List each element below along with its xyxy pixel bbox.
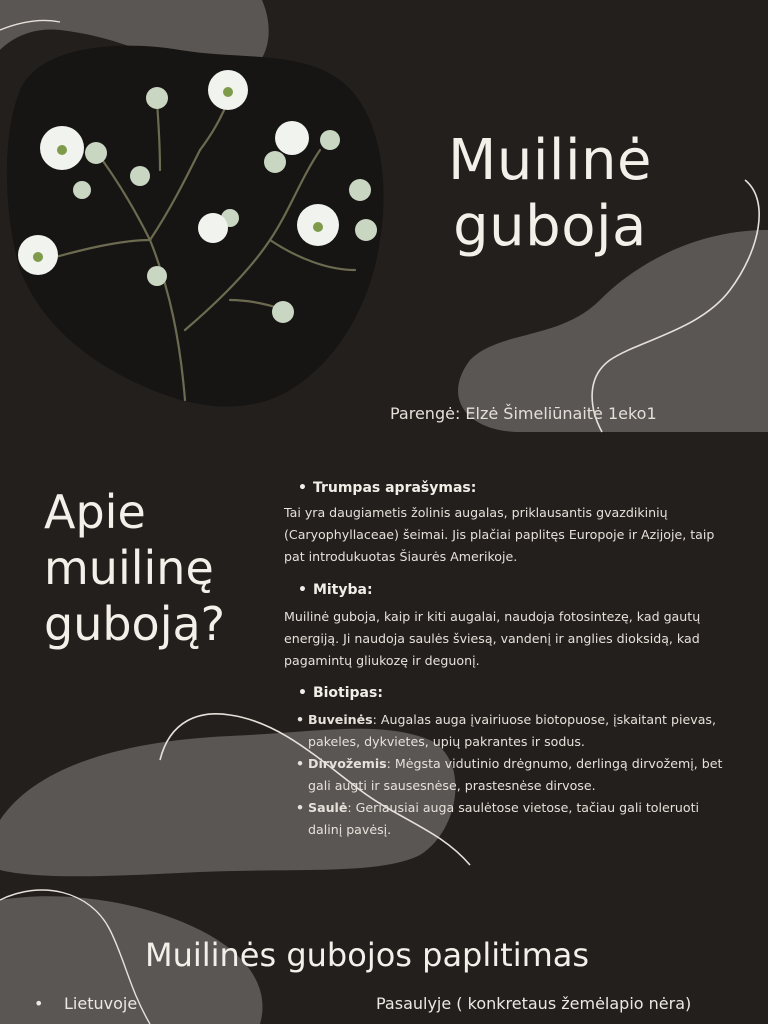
title-line-1: Muilinė <box>448 128 652 193</box>
list-item-term: Buveinės <box>308 712 373 727</box>
author-credit: Parengė: Elzė Šimeliūnaitė 1eko1 <box>390 404 657 423</box>
list-item <box>296 709 726 753</box>
list-item-text: : Mėgsta vidutinio drėgnumo, derlingą dirvožemį, bet gali augti ir sausesnėse, prastesnėse dirvose. <box>308 756 723 793</box>
list-item <box>296 797 726 841</box>
list-item-term: Saulė <box>308 800 348 815</box>
question-line-1: Apie <box>44 485 146 539</box>
question-line-2: muilinę <box>44 541 214 595</box>
list-item-term: Dirvožemis <box>308 756 387 771</box>
bullet-icon: • <box>34 994 44 1013</box>
title-line-2: guboja <box>453 194 647 259</box>
list-item-text: : Augalas auga įvairiuose biotopuose, įskaitant pievas, pakeles, dykvietes, upių pakrantes ir sodus. <box>308 712 716 749</box>
biotope-list <box>296 709 726 841</box>
description-text: Tai yra daugiametis žolinis augalas, priklausantis gvazdikinių (Caryophyllaceae) šeimai. Jis plačiai paplitęs Europoje ir Azijoje, taip pat introdukuotas Šiaurės Amerikoje. <box>284 505 715 564</box>
bullet-icon: • <box>298 480 307 496</box>
list-item <box>296 753 726 797</box>
nutrition-heading <box>298 582 373 598</box>
biotope-heading <box>298 685 383 701</box>
distribution-title: Muilinės gubojos paplitimas <box>144 936 590 974</box>
distribution-lithuania <box>34 994 137 1013</box>
distribution-lithuania-label: Lietuvoje <box>64 994 138 1013</box>
section-question <box>44 484 274 652</box>
biotope-heading-text: Biotipas: <box>312 685 383 701</box>
nutrition-heading-text: Mityba: <box>312 582 373 598</box>
bullet-icon: • <box>298 685 307 701</box>
question-line-3: guboją? <box>44 597 226 651</box>
list-item-text: : Geriausiai auga saulėtose vietose, tačiau gali toleruoti dalinį pavėsį. <box>308 800 700 837</box>
page-title <box>420 128 680 260</box>
description-heading <box>298 480 476 496</box>
nutrition-text: Muilinė guboja, kaip ir kiti augalai, naudoja fotosintezę, kad gautų energiją. Ji naudoja saulės šviesą, vandenį ir anglies dioksidą, kad pagamintų gliukozę ir deguonį. <box>284 609 701 668</box>
distribution-world: Pasaulyje ( konkretaus žemėlapio nėra) <box>376 994 692 1013</box>
description-heading-text: Trumpas aprašymas: <box>312 480 477 496</box>
bullet-icon: • <box>298 582 307 598</box>
